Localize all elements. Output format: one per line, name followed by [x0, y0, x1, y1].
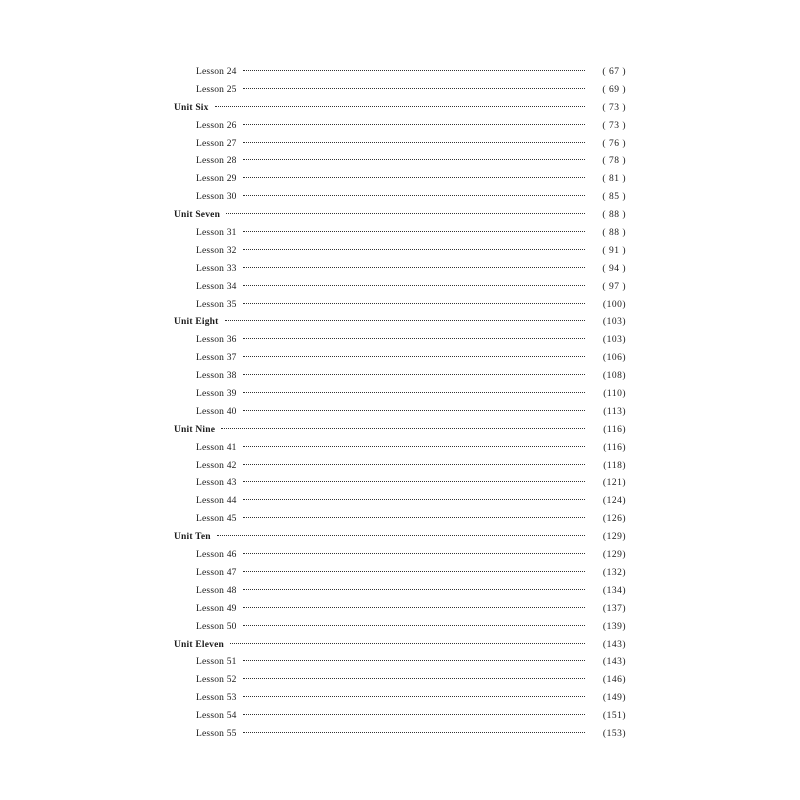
- lesson-title: Lesson 26: [196, 120, 237, 131]
- page-number: (103): [602, 335, 626, 346]
- page-number: (100): [602, 299, 626, 310]
- dot-leader: [243, 678, 585, 679]
- dot-leader: [243, 249, 585, 250]
- page-number: (143): [602, 657, 626, 668]
- toc-lesson-entry: [174, 726, 626, 744]
- page-number: ( 81 ): [602, 174, 626, 185]
- page-number: ( 76 ): [602, 138, 626, 149]
- dot-leader: [243, 732, 585, 733]
- toc-lesson-entry: [174, 690, 626, 708]
- toc-lesson-entry: [174, 493, 626, 511]
- page-number: ( 73 ): [602, 120, 626, 131]
- lesson-title: Lesson 48: [196, 585, 237, 596]
- lesson-title: Lesson 42: [196, 460, 237, 471]
- lesson-title: Lesson 52: [196, 675, 237, 686]
- dot-leader: [243, 142, 585, 143]
- page-number: (129): [602, 550, 626, 561]
- page-number: (129): [602, 532, 626, 543]
- dot-leader: [243, 517, 585, 518]
- page-number: (143): [602, 639, 626, 650]
- toc-lesson-entry: [174, 386, 626, 404]
- dot-leader: [215, 106, 585, 107]
- toc-lesson-entry: [174, 583, 626, 601]
- page-number: (116): [603, 442, 626, 453]
- toc-lesson-entry: [174, 189, 626, 207]
- toc-lesson-entry: [174, 404, 626, 422]
- toc-lesson-entry: [174, 118, 626, 136]
- dot-leader: [243, 392, 585, 393]
- lesson-title: Lesson 29: [196, 174, 237, 185]
- dot-leader: [243, 231, 585, 232]
- toc-lesson-entry: [174, 368, 626, 386]
- toc-lesson-entry: [174, 136, 626, 154]
- page-number: ( 67 ): [602, 67, 626, 77]
- dot-leader: [243, 571, 585, 572]
- toc-lesson-entry: [174, 279, 626, 297]
- dot-leader: [243, 195, 585, 196]
- page-number: ( 88 ): [602, 228, 626, 239]
- table-of-contents: [174, 64, 626, 744]
- lesson-title: Lesson 50: [196, 621, 237, 632]
- dot-leader: [243, 124, 585, 125]
- lesson-title: Lesson 51: [196, 657, 237, 668]
- unit-title: Unit Ten: [174, 532, 211, 543]
- page-number: (134): [602, 585, 626, 596]
- dot-leader: [217, 535, 585, 536]
- toc-unit-entry: [174, 529, 626, 547]
- lesson-title: Lesson 43: [196, 478, 237, 489]
- lesson-title: Lesson 47: [196, 567, 237, 578]
- page-number: (110): [603, 389, 626, 400]
- toc-lesson-entry: [174, 225, 626, 243]
- toc-lesson-entry: [174, 64, 626, 82]
- toc-unit-entry: [174, 100, 626, 118]
- page-number: (153): [602, 728, 626, 739]
- page-number: (146): [602, 675, 626, 686]
- lesson-title: Lesson 32: [196, 245, 237, 256]
- toc-lesson-entry: [174, 171, 626, 189]
- lesson-title: Lesson 39: [196, 389, 237, 400]
- unit-title: Unit Eleven: [174, 639, 224, 650]
- dot-leader: [243, 70, 585, 71]
- toc-lesson-entry: [174, 708, 626, 726]
- dot-leader: [243, 338, 585, 339]
- dot-leader: [243, 660, 585, 661]
- lesson-title: Lesson 40: [196, 406, 237, 417]
- page-number: (132): [602, 567, 626, 578]
- dot-leader: [243, 499, 585, 500]
- dot-leader: [243, 625, 585, 626]
- toc-lesson-entry: [174, 332, 626, 350]
- page-number: (116): [603, 424, 626, 435]
- page-number: ( 88 ): [602, 210, 626, 221]
- dot-leader: [243, 374, 585, 375]
- toc-lesson-entry: [174, 82, 626, 100]
- dot-leader: [243, 553, 585, 554]
- lesson-title: Lesson 55: [196, 728, 237, 739]
- page-number: (118): [603, 460, 626, 471]
- unit-title: Unit Seven: [174, 210, 221, 221]
- dot-leader: [243, 356, 585, 357]
- dot-leader: [221, 428, 585, 429]
- lesson-title: Lesson 24: [196, 67, 237, 77]
- toc-lesson-entry: [174, 672, 626, 690]
- toc-lesson-entry: [174, 261, 626, 279]
- page-number: ( 91 ): [602, 245, 626, 256]
- dot-leader: [243, 159, 585, 160]
- dot-leader: [243, 607, 585, 608]
- page-number: ( 78 ): [602, 156, 626, 167]
- toc-lesson-entry: [174, 475, 626, 493]
- dot-leader: [243, 88, 585, 89]
- lesson-title: Lesson 30: [196, 192, 237, 203]
- page-number: ( 73 ): [602, 102, 626, 113]
- lesson-title: Lesson 54: [196, 711, 237, 722]
- dot-leader: [243, 446, 585, 447]
- page-number: (151): [602, 711, 626, 722]
- page-number: (121): [602, 478, 626, 489]
- unit-title: Unit Eight: [174, 317, 219, 328]
- page-number: (106): [602, 353, 626, 364]
- page-number: ( 85 ): [602, 192, 626, 203]
- dot-leader: [226, 213, 585, 214]
- toc-unit-entry: [174, 637, 626, 655]
- toc-unit-entry: [174, 422, 626, 440]
- dot-leader: [243, 267, 585, 268]
- dot-leader: [243, 589, 585, 590]
- toc-lesson-entry: [174, 243, 626, 261]
- lesson-title: Lesson 45: [196, 514, 237, 525]
- dot-leader: [243, 285, 585, 286]
- lesson-title: Lesson 41: [196, 442, 237, 453]
- page-number: (108): [602, 371, 626, 382]
- toc-lesson-entry: [174, 547, 626, 565]
- page-number: ( 69 ): [602, 84, 626, 95]
- page-number: (113): [603, 406, 626, 417]
- lesson-title: Lesson 35: [196, 299, 237, 310]
- unit-title: Unit Nine: [174, 424, 216, 435]
- lesson-title: Lesson 34: [196, 281, 237, 292]
- page-number: (126): [602, 514, 626, 525]
- lesson-title: Lesson 25: [196, 84, 237, 95]
- toc-lesson-entry: [174, 601, 626, 619]
- unit-title: Unit Six: [174, 102, 209, 113]
- dot-leader: [243, 464, 585, 465]
- page-number: ( 94 ): [602, 263, 626, 274]
- dot-leader: [243, 410, 585, 411]
- toc-lesson-entry: [174, 511, 626, 529]
- lesson-title: Lesson 27: [196, 138, 237, 149]
- dot-leader: [230, 643, 585, 644]
- page-number: ( 97 ): [602, 281, 626, 292]
- toc-lesson-entry: [174, 565, 626, 583]
- dot-leader: [243, 177, 585, 178]
- lesson-title: Lesson 37: [196, 353, 237, 364]
- lesson-title: Lesson 31: [196, 228, 237, 239]
- lesson-title: Lesson 28: [196, 156, 237, 167]
- page-number: (103): [602, 317, 626, 328]
- page-number: (149): [602, 693, 626, 704]
- lesson-title: Lesson 46: [196, 550, 237, 561]
- page-number: (137): [602, 603, 626, 614]
- toc-unit-entry: [174, 314, 626, 332]
- toc-lesson-entry: [174, 297, 626, 315]
- dot-leader: [243, 481, 585, 482]
- toc-lesson-entry: [174, 440, 626, 458]
- lesson-title: Lesson 53: [196, 693, 237, 704]
- dot-leader: [243, 714, 585, 715]
- toc-lesson-entry: [174, 350, 626, 368]
- toc-lesson-entry: [174, 458, 626, 476]
- toc-lesson-entry: [174, 619, 626, 637]
- dot-leader: [243, 303, 585, 304]
- dot-leader: [243, 696, 585, 697]
- lesson-title: Lesson 36: [196, 335, 237, 346]
- lesson-title: Lesson 49: [196, 603, 237, 614]
- page-number: (124): [602, 496, 626, 507]
- lesson-title: Lesson 38: [196, 371, 237, 382]
- toc-unit-entry: [174, 207, 626, 225]
- toc-lesson-entry: [174, 654, 626, 672]
- lesson-title: Lesson 44: [196, 496, 237, 507]
- dot-leader: [225, 320, 586, 321]
- toc-lesson-entry: [174, 153, 626, 171]
- lesson-title: Lesson 33: [196, 263, 237, 274]
- page-number: (139): [602, 621, 626, 632]
